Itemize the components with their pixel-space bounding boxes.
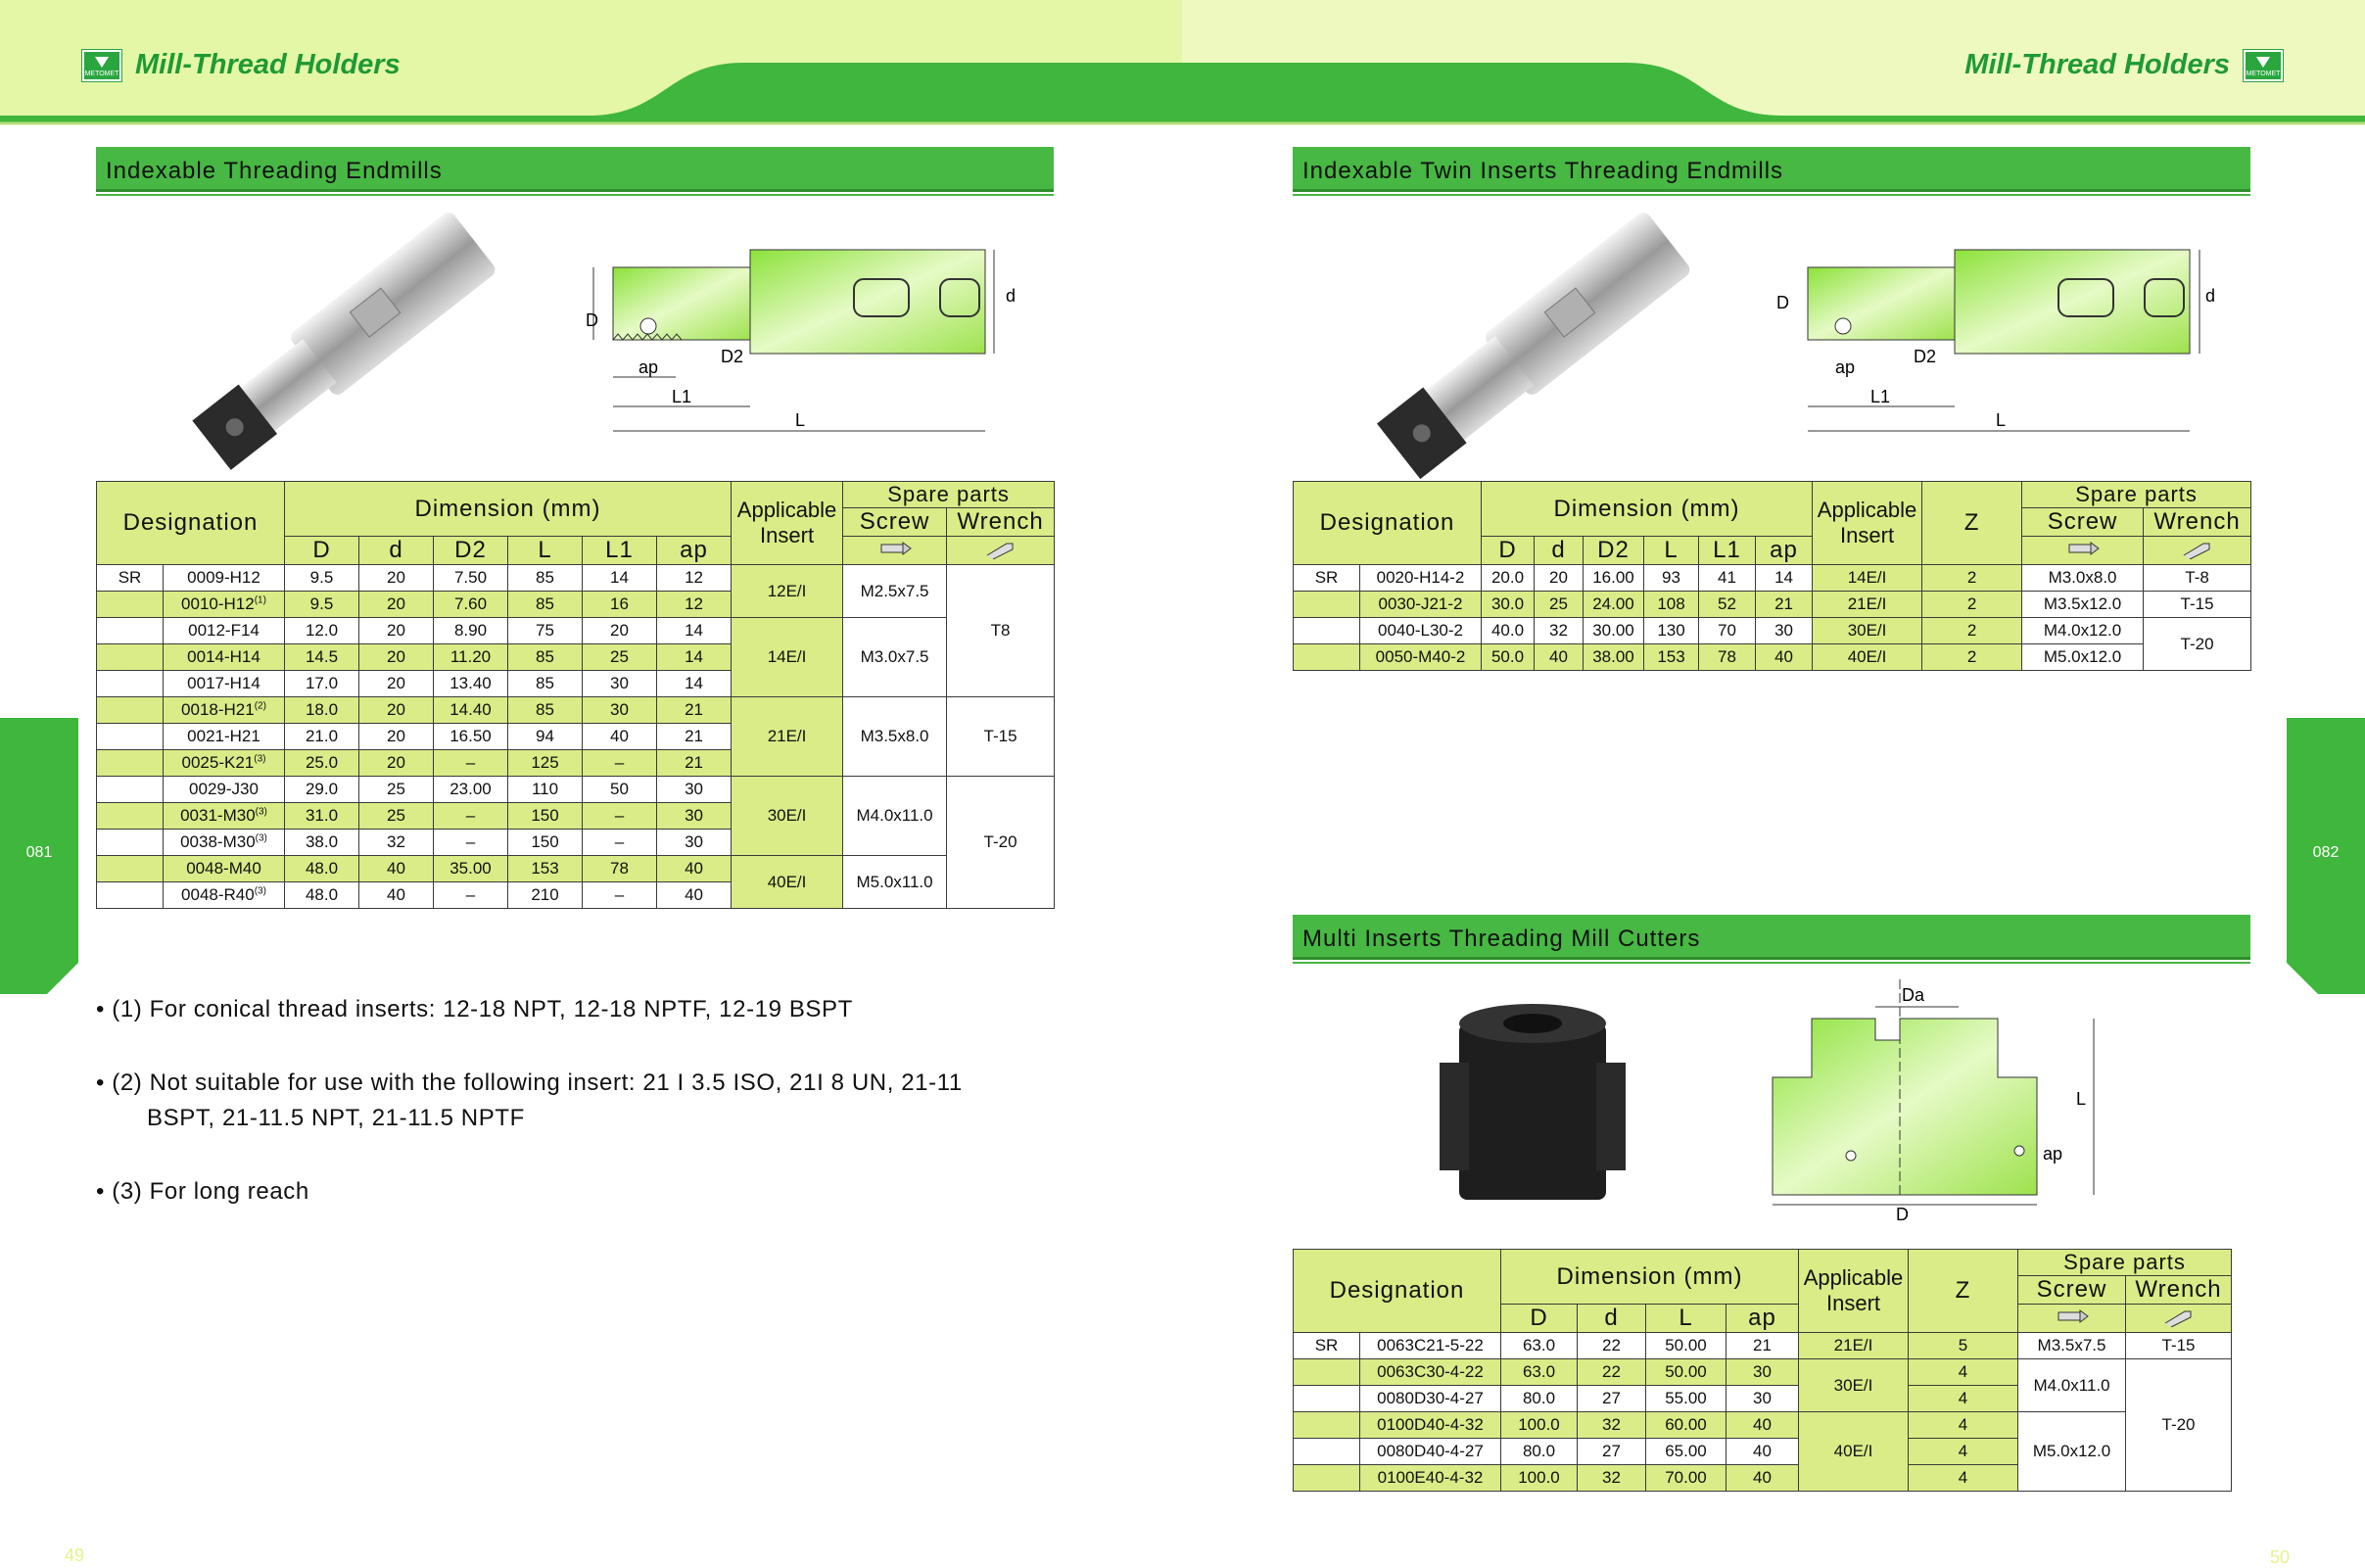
designation-cell: 0031-M30$^{(3)}$	[164, 803, 285, 830]
note-3: • (3) For long reach	[96, 1178, 309, 1205]
screw-icon	[2022, 537, 2144, 565]
section-bar-2	[1293, 147, 2250, 192]
section-bar-1	[96, 147, 1054, 192]
designation-cell: 0012-F14	[164, 618, 285, 644]
col-z: Z	[1922, 482, 2022, 565]
wrench-cell: T-20	[2126, 1359, 2232, 1492]
screw-cell: M5.0x11.0	[843, 856, 947, 909]
wrench-cell: T8	[947, 565, 1055, 697]
wrench-icon	[947, 537, 1055, 565]
col-designation: Designation	[1294, 482, 1482, 565]
dim-label-D2: D2	[1914, 347, 1937, 366]
designation-cell: 0018-H21$^{(2)}$	[164, 697, 285, 724]
insert-cell: 14E/I	[732, 618, 843, 697]
designation-cell: 0020-H14-2	[1360, 565, 1482, 592]
col-spare-parts: Spare parts	[2018, 1250, 2232, 1276]
designation-cell: 0009-H12	[164, 565, 285, 592]
designation-cell: 0080D30-4-27	[1360, 1386, 1501, 1412]
table-mill-cutters: Designation Dimension (mm) Applicable Insert Z Spare parts Screw Wrench D d L ap SR 0063C21-5-22 63.0 22 50.00 21 21E/I 5 M3.5x7.5 T-15 0063C30-4-22 63.0 22 50.00 30 30E/I 4 M4.0x11.0 T-20 0080D30-4-27 80.0 27 55.00 30 4 0100D40-4-32 100.0 32 60.00 40 40E/I 4 M5.0x12.0 0080D40-4-27 80.0 27 65.00 40 4 0100E40-4-32 100.0 32 70.00 40 4	[1293, 1249, 2232, 1492]
col-D2: D2	[434, 537, 508, 565]
header-left	[82, 49, 401, 81]
designation-cell: 0100D40-4-32	[1360, 1412, 1501, 1439]
brand-logo: METOMET	[82, 50, 121, 81]
dim-label-L: L	[2076, 1089, 2087, 1109]
col-L1: L1	[1699, 537, 1756, 565]
page-tab-left-label: 081	[25, 844, 53, 861]
designation-cell: 0048-M40	[164, 856, 285, 882]
insert-cell: 12E/I	[732, 565, 843, 618]
screw-cell: M2.5x7.5	[843, 565, 947, 618]
designation-cell: 0029-J30	[164, 777, 285, 803]
section-title: Indexable Threading Endmills	[106, 158, 443, 184]
screw-cell: M5.0x12.0	[2018, 1412, 2126, 1492]
wrench-cell: T-15	[2126, 1333, 2232, 1359]
col-d: d	[1578, 1305, 1646, 1333]
insert-cell: 30E/I	[732, 777, 843, 856]
note-2: • (2) Not suitable for use with the following insert: 21 I 3.5 ISO, 21I 8 UN, 21-11	[96, 1069, 963, 1096]
brand-logo: METOMET	[2244, 50, 2283, 81]
col-d: d	[1535, 537, 1584, 565]
wrench-cell: T-8	[2144, 565, 2251, 592]
dim-label-L: L	[795, 410, 806, 430]
col-ap: ap	[1756, 537, 1813, 565]
designation-cell: 0025-K21$^{(3)}$	[164, 750, 285, 777]
designation-cell: 0048-R40$^{(3)}$	[164, 882, 285, 909]
designation-cell: 0038-M30$^{(3)}$	[164, 830, 285, 856]
designation-cell: 0040-L30-2	[1360, 618, 1482, 644]
designation-cell: 0050-M40-2	[1360, 644, 1482, 671]
col-dimension: Dimension (mm)	[285, 482, 732, 537]
series-prefix: SR	[1294, 1333, 1360, 1359]
insert-cell: 21E/I	[1813, 592, 1922, 618]
col-screw: Screw	[843, 508, 947, 537]
screw-cell: M4.0x11.0	[2018, 1359, 2126, 1412]
dim-label-L: L	[1996, 410, 2007, 430]
mill-cutter-photo	[1371, 984, 1665, 1219]
col-applicable-insert: Applicable Insert	[732, 482, 843, 565]
wrench-cell: T-15	[2144, 592, 2251, 618]
col-D: D	[1482, 537, 1535, 565]
col-wrench: Wrench	[947, 508, 1055, 537]
col-D2: D2	[1584, 537, 1644, 565]
header-title-right: Mill-Thread Holders	[1964, 49, 2230, 80]
wrench-cell: T-15	[947, 697, 1055, 777]
page-tab-right-label: 082	[2312, 844, 2340, 861]
wrench-cell: T-20	[2144, 618, 2251, 671]
col-applicable-insert: Applicable Insert	[1799, 1250, 1909, 1333]
col-d: d	[359, 537, 434, 565]
col-D: D	[1501, 1305, 1578, 1333]
dim-label-ap: ap	[2043, 1144, 2063, 1164]
insert-cell: 21E/I	[1799, 1333, 1909, 1359]
section-title: Multi Inserts Threading Mill Cutters	[1302, 926, 1701, 952]
endmill-drawing	[578, 230, 1018, 441]
note-2-cont: BSPT, 21-11.5 NPT, 21-11.5 NPTF	[147, 1105, 525, 1131]
mill-cutter-drawing	[1753, 979, 2105, 1224]
designation-cell: 0063C30-4-22	[1360, 1359, 1501, 1386]
designation-cell: 0014-H14	[164, 644, 285, 671]
designation-cell: 0030-J21-2	[1360, 592, 1482, 618]
designation-cell: 0100E40-4-32	[1360, 1465, 1501, 1492]
wrench-icon	[2126, 1305, 2232, 1333]
header-title-left: Mill-Thread Holders	[135, 49, 401, 80]
col-ap: ap	[1726, 1305, 1799, 1333]
dim-label-d: d	[1006, 286, 1017, 306]
insert-cell: 14E/I	[1813, 565, 1922, 592]
screw-cell: M3.0x8.0	[2022, 565, 2144, 592]
designation-cell: 0080D40-4-27	[1360, 1439, 1501, 1465]
dim-label-L1: L1	[672, 387, 692, 406]
page-number-right: 50	[2270, 1547, 2291, 1567]
table-endmills: Designation Dimension (mm) Applicable Insert Spare parts Screw Wrench D d D2 L L1 ap SR 0009-H12 9.5 20 7.50 85 14 12 12E/I M2.5x7.5 T8 0010-H12$^{(1)}$ 9.5 20 7.60 85 16 12 0012-F14 12.0 20 8.90 75 20 14 14E/I M3.0x7.5 0014-H14 14.5 20 11.20 85 25 14 0017-H14 17.0 20 13.40 85 30 14 0018-H21$^{(2)}$ 18.0 20 14.40 85 30 21 21E/I M3.5x8.0 T-15 0021-H21 21.0 20 16.50 94 40 21 0025-K21$^{(3)}$ 25.0 20 – 125 – 21 0029-J30 29.0 25 23.00 110 50 30 30E/I M4.0x11.0 T-20 0031-M30$^{(3)}$ 31.0 25 – 150 – 30 0038-M30$^{(3)}$ 38.0 32 – 150 – 30 0048-M40 48.0 40 35.00 153 78 40 40E/I M5.0x11.0 0048-R40$^{(3)}$ 48.0 40 – 210 – 40	[96, 481, 1055, 909]
twin-endmill-drawing	[1773, 230, 2223, 441]
col-dimension: Dimension (mm)	[1501, 1250, 1799, 1305]
insert-cell: 40E/I	[1799, 1412, 1909, 1492]
col-designation: Designation	[1294, 1250, 1501, 1333]
designation-cell: 0021-H21	[164, 724, 285, 750]
screw-cell: M3.5x12.0	[2022, 592, 2144, 618]
endmill-photo	[147, 206, 529, 480]
header-right	[1964, 49, 2283, 81]
designation-cell: 0063C21-5-22	[1360, 1333, 1501, 1359]
series-prefix: SR	[97, 565, 164, 592]
insert-cell: 30E/I	[1813, 618, 1922, 644]
section-bar-3	[1293, 915, 2250, 960]
col-L1: L1	[583, 537, 657, 565]
insert-cell: 40E/I	[732, 856, 843, 909]
series-prefix: SR	[1294, 565, 1360, 592]
col-dimension: Dimension (mm)	[1482, 482, 1813, 537]
col-wrench: Wrench	[2144, 508, 2251, 537]
screw-cell: M3.0x7.5	[843, 618, 947, 697]
page-number-left: 49	[65, 1545, 85, 1565]
insert-cell: 21E/I	[732, 697, 843, 777]
dim-label-ap: ap	[639, 357, 659, 377]
col-spare-parts: Spare parts	[843, 482, 1055, 508]
col-D: D	[285, 537, 359, 565]
dim-label-d: d	[2205, 286, 2216, 306]
twin-endmill-photo	[1342, 206, 1724, 480]
section-title: Indexable Twin Inserts Threading Endmills	[1302, 158, 1784, 184]
dim-label-ap: ap	[1835, 357, 1856, 377]
insert-cell: 40E/I	[1813, 644, 1922, 671]
dim-label-D: D	[1896, 1205, 1909, 1224]
table-twin-endmills: Designation Dimension (mm) Applicable Insert Z Spare parts Screw Wrench D d D2 L L1 ap SR 0020-H14-2 20.0 20 16.00 93 41 14 14E/I 2 M3.0x8.0 T-8 0030-J21-2 30.0 25 24.00 108 52 21 21E/I 2 M3.5x12.0 T-15 0040-L30-2 40.0 32 30.00 130 70 30 30E/I 2 M4.0x12.0 T-20 0050-M40-2 50.0 40 38.00 153 78 40 40E/I 2 M5.0x12.0	[1293, 481, 2251, 671]
screw-cell: M5.0x12.0	[2022, 644, 2144, 671]
insert-cell: 30E/I	[1799, 1359, 1909, 1412]
screw-cell: M4.0x11.0	[843, 777, 947, 856]
dim-label-Da: Da	[1902, 985, 1925, 1005]
col-screw: Screw	[2018, 1276, 2126, 1305]
col-z: Z	[1909, 1250, 2018, 1333]
dim-label-D: D	[586, 310, 598, 330]
dim-label-L1: L1	[1870, 387, 1891, 406]
col-applicable-insert: Applicable Insert	[1813, 482, 1922, 565]
designation-cell: 0010-H12$^{(1)}$	[164, 592, 285, 618]
designation-cell: 0017-H14	[164, 671, 285, 697]
dim-label-D2: D2	[721, 347, 744, 366]
note-1: • (1) For conical thread inserts: 12-18 NPT, 12-18 NPTF, 12-19 BSPT	[96, 996, 853, 1022]
col-wrench: Wrench	[2126, 1276, 2232, 1305]
col-ap: ap	[657, 537, 732, 565]
wrench-icon	[2144, 537, 2251, 565]
col-L: L	[1644, 537, 1699, 565]
dim-label-D: D	[1776, 293, 1789, 312]
col-L: L	[1646, 1305, 1726, 1333]
wrench-cell: T-20	[947, 777, 1055, 909]
col-screw: Screw	[2022, 508, 2144, 537]
col-L: L	[508, 537, 583, 565]
col-designation: Designation	[97, 482, 285, 565]
screw-icon	[843, 537, 947, 565]
screw-cell: M4.0x12.0	[2022, 618, 2144, 644]
col-spare-parts: Spare parts	[2022, 482, 2251, 508]
screw-cell: M3.5x8.0	[843, 697, 947, 777]
screw-cell: M3.5x7.5	[2018, 1333, 2126, 1359]
screw-icon	[2018, 1305, 2126, 1333]
